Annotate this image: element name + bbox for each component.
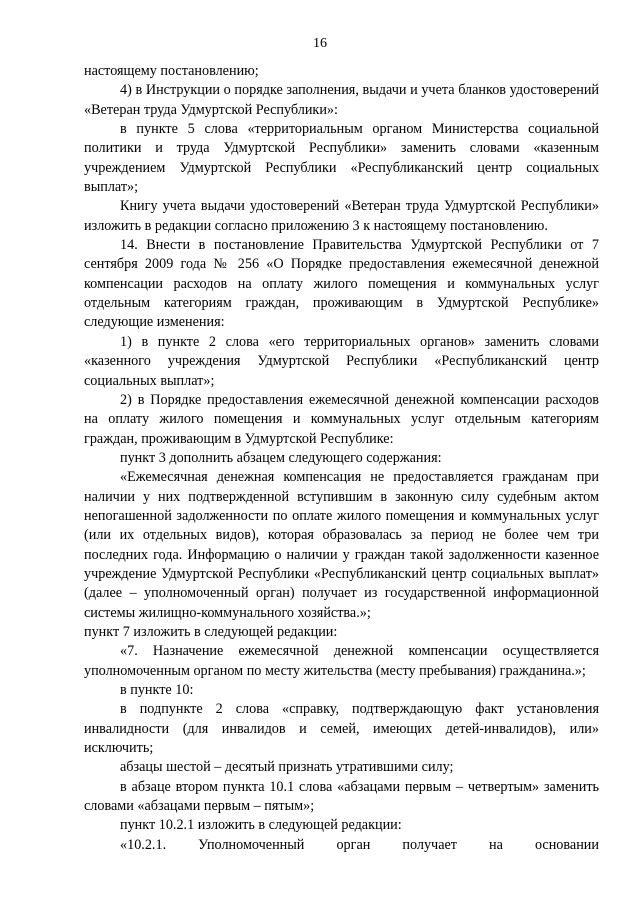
paragraph: в абзаце втором пункта 10.1 слова «абзацами первым – четвертым» заменить словами «абзацами первым – пятым»; <box>84 778 599 815</box>
paragraph: 14. Внести в постановление Правительства Удмуртской Республики от 7 сентября 2009 года № 256 «О Порядке предоставления ежемесячной денежной компенсации расходов на оплату жилого помещения и коммунальных услуг отдельным категориям граждан, проживающим в Удмуртской Республике» следующие изменения: <box>84 237 599 331</box>
paragraph: 1) в пункте 2 слова «его территориальных органов» заменить словами «казенного учреждения Удмуртской Республики «Республиканский центр социальных выплат»; <box>84 333 599 389</box>
paragraph: в пункте 5 слова «территориальным органом Министерства социальной политики и труда Удмуртской Республики» заменить словами «казенным учреждением Удмуртской Республики «Республиканский центр социальных выплат»; <box>84 121 599 196</box>
paragraph: 4) в Инструкции о порядке заполнения, выдачи и учета бланков удостоверений «Ветеран труда Удмуртской Республики»: <box>84 82 599 118</box>
paragraph: пункт 7 изложить в следующей редакции: <box>84 623 338 640</box>
quoted-paragraph: «7. Назначение ежемесячной денежной компенсации осуществляется уполномоченным органом по месту жительства (месту пребывания) гражданина.»; <box>84 643 599 679</box>
paragraph: 2) в Порядке предоставления ежемесячной денежной компенсации расходов на оплату жилого помещения и коммунальных услуг отдельным категориям граждан, проживающим в Удмуртской Республике: <box>84 391 599 447</box>
paragraph: Книгу учета выдачи удостоверений «Ветеран труда Удмуртской Республики» изложить в редакции согласно приложению 3 к настоящему постановлению. <box>84 198 599 234</box>
document-body <box>84 62 599 855</box>
paragraph: в подпункте 2 слова «справку, подтверждающую факт установления инвалидности (для инвалидов и семей, имеющих детей-инвалидов), или» исключить; <box>84 701 599 757</box>
paragraph: настоящему постановлению; <box>84 63 259 79</box>
quoted-paragraph: «10.2.1. Уполномоченный орган получает на основании <box>120 836 599 853</box>
quoted-paragraph: «Ежемесячная денежная компенсация не предоставляется гражданам при наличии у них подтвержденной вступившим в законную силу судебным актом непогашенной задолженности по оплате жилого помещения и коммунальных услуг (или их отдельных видов), которая образовалась за период не более чем три последних года. Информацию о наличии у граждан такой задолженности казенное учреждение Удмуртской Республики «Республиканский центр социальных выплат» (далее – уполномоченный орган) получает из государственной информационной системы жилищно-коммунального хозяйства.»; <box>84 469 599 621</box>
paragraph: пункт 3 дополнить абзацем следующего содержания: <box>120 449 442 466</box>
paragraph: абзацы шестой – десятый признать утратившими силу; <box>120 759 454 776</box>
paragraph: в пункте 10: <box>120 682 194 698</box>
page-number: 16 <box>313 36 327 51</box>
paragraph: пункт 10.2.1 изложить в следующей редакции: <box>120 817 402 834</box>
